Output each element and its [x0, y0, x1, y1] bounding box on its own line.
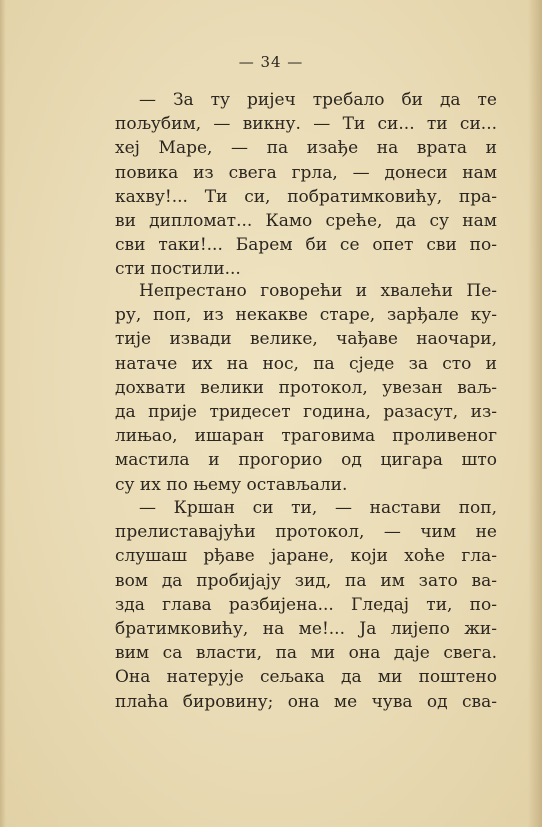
text-line: су их по њему остављали.	[115, 474, 348, 495]
text-line: вим са власти, па ми она даје свега.	[115, 643, 497, 664]
text-line: Непрестано говорећи и хвалећи Пе-	[139, 281, 497, 301]
text-line: — За ту ријеч требало би да те	[139, 90, 497, 110]
text-line: сти постили...	[115, 259, 241, 280]
paragraph-1	[115, 88, 497, 282]
text-line: братимковићу, на ме!... Ја лијепо жи-	[115, 618, 497, 639]
text-line: — Кршан си ти, — настави поп,	[139, 498, 497, 518]
text-line: сви таки!... Барем би се опет сви по-	[115, 235, 497, 256]
text-line: кахву!... Ти си, побратимковићу, пра-	[115, 186, 497, 207]
text-line: плаћа бировину; она ме чува од сва-	[115, 691, 497, 712]
text-line: дохвати велики протокол, увезан ваљ-	[115, 377, 497, 398]
text-line: слушаш рђаве јаране, који хоће гла-	[115, 546, 497, 567]
text-line: хеј Маре, — па изађе на врата и	[115, 138, 497, 159]
paragraph-2	[115, 279, 497, 497]
paragraph-3	[115, 496, 497, 714]
text-line: вом да пробијају зид, па им зато ва-	[115, 570, 497, 591]
text-line: ви дипломат... Камо среће, да су нам	[115, 210, 497, 231]
text-line: мастила и прогорио од цигара што	[115, 450, 497, 471]
text-line: повика из свега грла, — донеси нам	[115, 162, 497, 183]
page-right-edge-shadow	[528, 0, 542, 827]
text-line: пољубим, — викну. — Ти си... ти си...	[115, 114, 497, 135]
text-line: зда глава разбијена... Гледај ти, по-	[115, 594, 497, 615]
page-left-edge-shadow	[0, 0, 6, 827]
text-line: ру, поп, из некакве старе, зарђале ку-	[115, 305, 497, 326]
page-number: — 34 —	[238, 53, 304, 71]
text-line: натаче их на нос, па сједе за сто и	[115, 353, 497, 374]
text-line: да прије тридесет година, разасут, из-	[115, 401, 497, 422]
text-line: Она натерује сељака да ми поштено	[115, 667, 497, 688]
text-line: прелиставајући протокол, — чим не	[115, 522, 497, 543]
text-line: тије извади велике, чађаве наочари,	[115, 329, 497, 350]
text-line: лињао, ишаран траговима проливеног	[115, 426, 497, 447]
